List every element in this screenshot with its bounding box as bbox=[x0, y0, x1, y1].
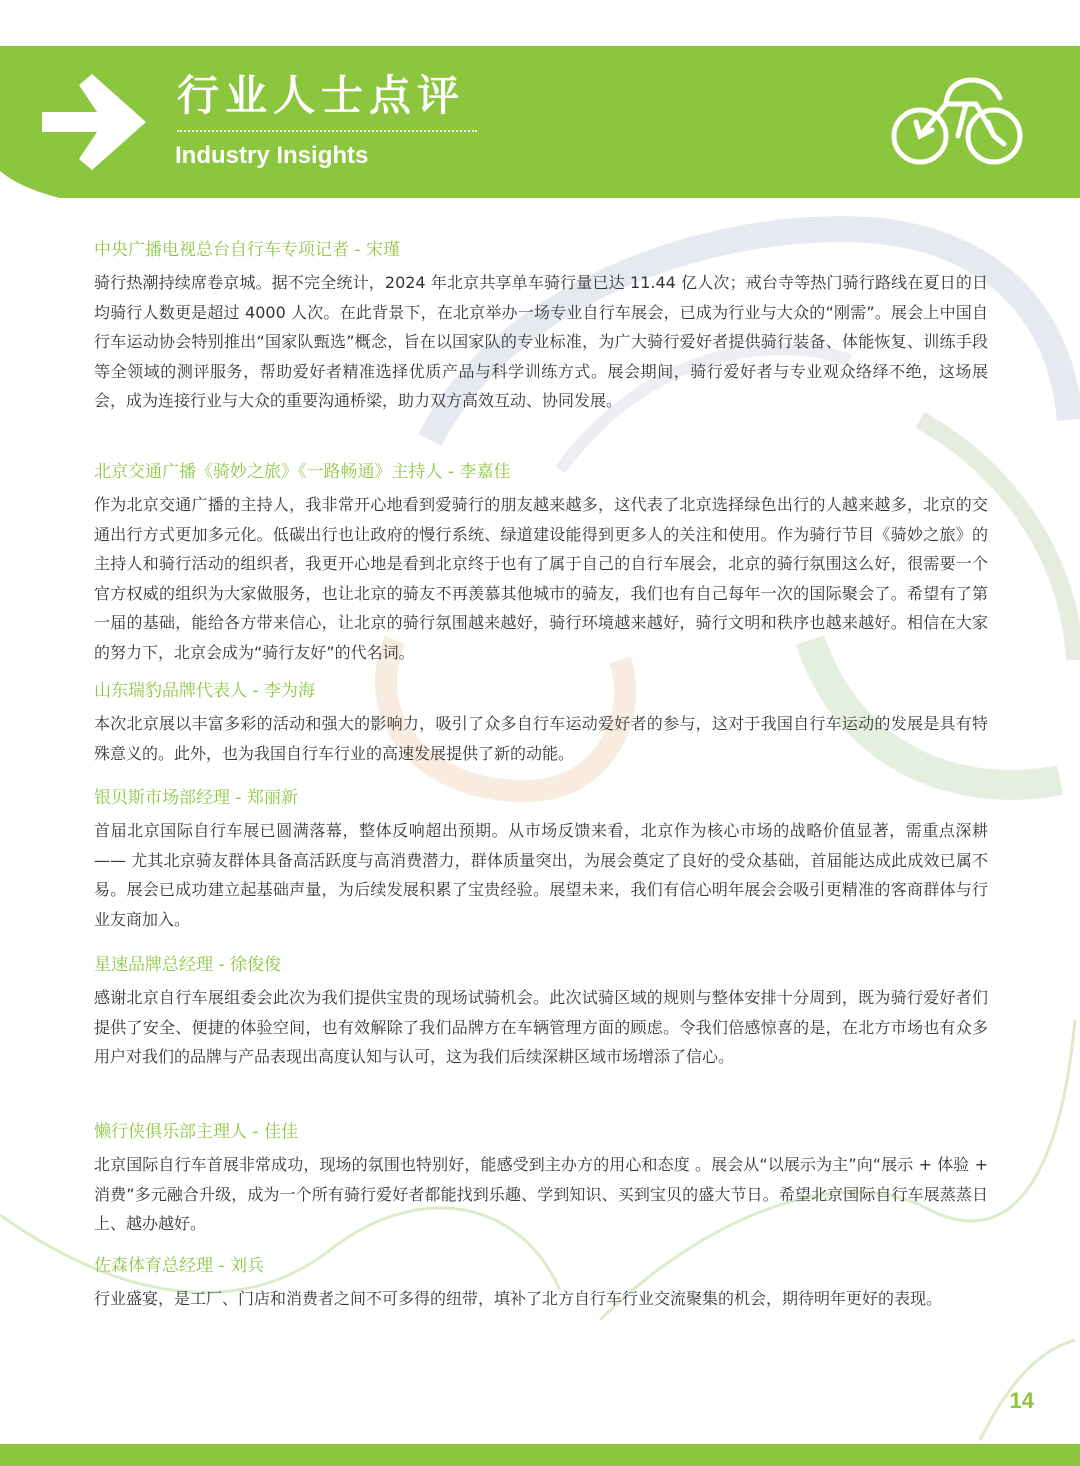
insight-text: 首届北京国际自行车展已圆满落幕，整体反响超出预期。从市场反馈来看，北京作为核心市场的战略价值显著，需重点深耕 —— 尤其北京骑友群体具备高活跃度与高消费潜力，群体质量突出，为展会奠定了良好的受众基础，首届能达成此成效已属不易。展会已成功建立起基础声量，为后续发展积累了宝贵经验。展望未来，我们有信心明年展会会吸引更精准的客商群体与行业友商加入。 bbox=[94, 821, 988, 929]
title-divider bbox=[177, 130, 477, 132]
insight-section bbox=[94, 953, 988, 1072]
insight-text: 作为北京交通广播的主持人，我非常开心地看到爱骑行的朋友越来越多，这代表了北京选择绿色出行的人越来越多，北京的交通出行方式更加多元化。低碳出行也让政府的慢行系统、绿道建设能得到更多人的关注和使用。作为骑行节目《骑妙之旅》的主持人和骑行活动的组织者，我更开心地是看到北京终于也有了属于自己的自行车展会，北京的骑行氛围这么好，很需要一个官方权威的组织为大家做服务，也让北京的骑友不再羡慕其他城市的骑友，我们也有自己每年一次的国际聚会了。希望有了第一届的基础，能给各方带来信心，让北京的骑行氛围越来越好，骑行环境越来越好，骑行文明和秩序也越来越好。相信在大家的努力下，北京会成为“骑行友好”的代名词。 bbox=[94, 495, 988, 662]
arrow-right-icon bbox=[42, 72, 150, 172]
top-margin bbox=[0, 0, 1080, 46]
speaker-name: 星速品牌总经理 - 徐俊俊 bbox=[94, 955, 281, 975]
bicycle-icon bbox=[888, 74, 1030, 170]
speaker-name: 山东瑞豹品牌代表人 - 李为海 bbox=[94, 681, 315, 701]
page-number: 14 bbox=[1009, 1388, 1034, 1413]
insight-text: 骑行热潮持续席卷京城。据不完全统计，2024 年北京共享单车骑行量已达 11.44 亿人次；戒台寺等热门骑行路线在夏日的日均骑行人数更是超过 4000 人次。在此背景下，在北京举办一场专业自行车展会，已成为行业与大众的“刚需”。展会上中国自行车运动协会特别推出“国家队甄选”概念，旨在以国家队的专业标准，为广大骑行爱好者提供骑行装备、体能恢复、训练手段等全领域的测评服务，帮助爱好者精准选择优质产品与科学训练方式。展会期间，骑行爱好者与专业观众络绎不绝，这场展会，成为连接行业与大众的重要沟通桥梁，助力双方高效互动、协同发展。 bbox=[94, 273, 988, 410]
insight-text: 本次北京展以丰富多彩的活动和强大的影响力，吸引了众多自行车运动爱好者的参与，这对于我国自行车运动的发展是具有特殊意义的。此外，也为我国自行车行业的高速发展提供了新的动能。 bbox=[94, 714, 988, 763]
insight-section bbox=[94, 679, 988, 768]
insight-text: 感谢北京自行车展组委会此次为我们提供宝贵的现场试骑机会。此次试骑区域的规则与整体安排十分周到，既为骑行爱好者们提供了安全、便捷的体验空间，也有效解除了我们品牌方在车辆管理方面的顾虑。令我们倍感惊喜的是，在北方市场也有众多用户对我们的品牌与产品表现出高度认知与认可，这为我们后续深耕区域市场增添了信心。 bbox=[94, 988, 988, 1066]
insight-text: 行业盛宴，是工厂、门店和消费者之间不可多得的纽带，填补了北方自行车行业交流聚集的机会，期待明年更好的表现。 bbox=[94, 1289, 943, 1308]
speaker-name: 中央广播电视总台自行车专项记者 - 宋瑾 bbox=[94, 240, 400, 260]
speaker-name: 佐森体育总经理 - 刘兵 bbox=[94, 1256, 264, 1276]
speaker-name: 银贝斯市场部经理 - 郑丽新 bbox=[94, 788, 298, 808]
page-subtitle: Industry Insights bbox=[175, 142, 369, 169]
speaker-name: 北京交通广播《骑妙之旅》《一路畅通》主持人 - 李嘉佳 bbox=[94, 462, 511, 482]
insight-section bbox=[94, 1120, 988, 1239]
insight-section bbox=[94, 238, 988, 416]
speaker-name: 懒行侠俱乐部主理人 - 佳佳 bbox=[94, 1122, 298, 1142]
insight-section bbox=[94, 460, 988, 667]
footer-band bbox=[0, 1444, 1080, 1466]
insight-text: 北京国际自行车首展非常成功，现场的氛围也特别好，能感受到主办方的用心和态度 。展会从“以展示为主”向“展示 + 体验 + 消费”多元融合升级，成为一个所有骑行爱好者都能找到乐趣、学到知识、买到宝贝的盛大节日。希望北京国际自行车展蒸蒸日上、越办越好。 bbox=[94, 1155, 988, 1233]
insight-section bbox=[94, 1254, 988, 1314]
page-title: 行业人士点评 bbox=[177, 71, 466, 120]
insight-section bbox=[94, 786, 988, 934]
